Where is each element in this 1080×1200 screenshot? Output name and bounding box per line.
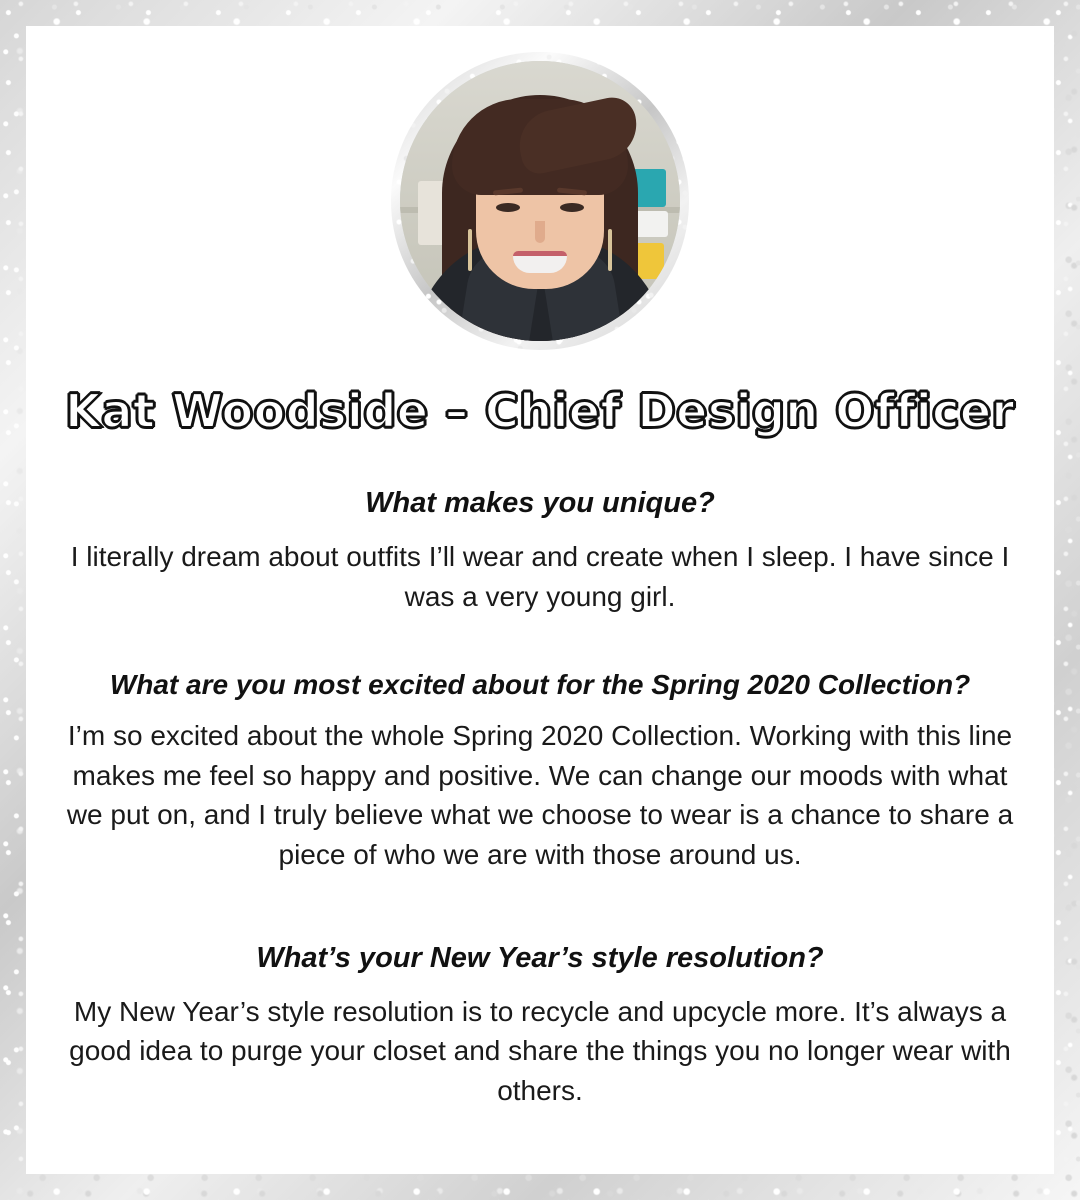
question-3: What’s your New Year’s style resolution? (256, 941, 824, 974)
qa-item-3 (62, 875, 1018, 1111)
qa-item-1 (62, 438, 1018, 616)
earring-right (608, 229, 612, 271)
qa-item-2 (62, 616, 1018, 875)
avatar (400, 61, 680, 341)
earring-left (468, 229, 472, 271)
page-title: Kat Woodside – Chief Design Officer (65, 384, 1015, 438)
avatar-frame (391, 52, 689, 350)
poster-card (26, 26, 1054, 1174)
nose (535, 221, 545, 243)
question-2: What are you most excited about for the Spring 2020 Collection? (109, 669, 971, 701)
eye-right (560, 203, 584, 212)
answer-2: I’m so excited about the whole Spring 2020 Collection. Working with this line makes me feel so happy and positive. We can change our moods with what we put on, and I truly believe what we choose to wear is a chance to share a piece of who we are with those around us. (66, 719, 1014, 871)
question-1: What makes you unique? (365, 487, 715, 519)
eye-left (496, 203, 520, 212)
answer-1: I literally dream about outfits I’ll wear and create when I sleep. I have since I was a very young girl. (70, 540, 1010, 612)
smile (513, 251, 567, 273)
answer-3: My New Year’s style resolution is to recycle and upcycle more. It’s always a good idea to purge your closet and share the things you no longer wear with others. (69, 995, 1011, 1107)
